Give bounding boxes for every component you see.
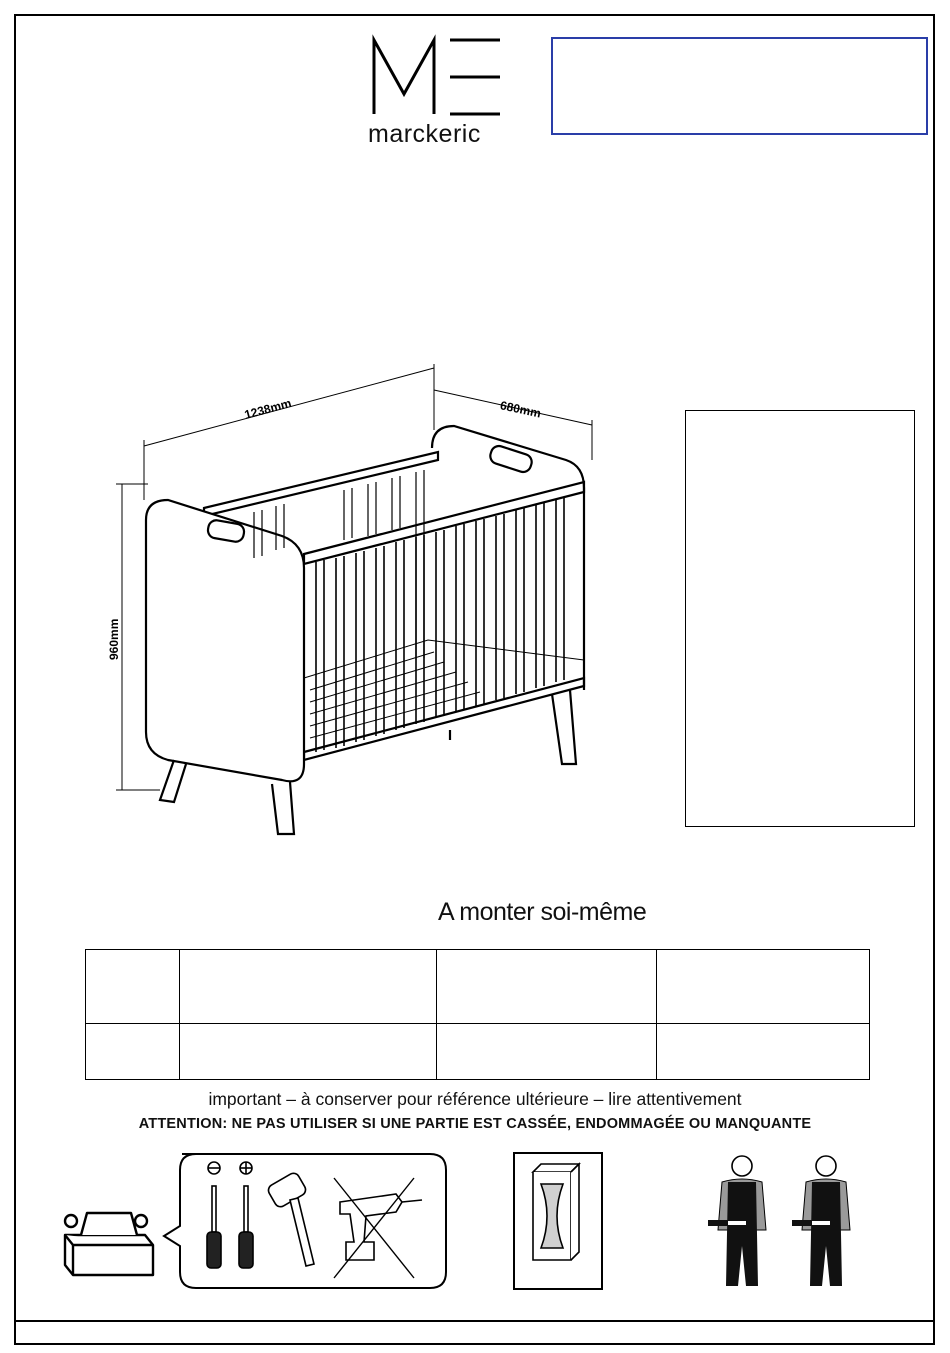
table-cell (657, 950, 870, 1024)
logo-e-mark (450, 40, 500, 114)
width-label: 1238mm (242, 395, 293, 422)
person-icon (708, 1156, 766, 1286)
package-icon (513, 1152, 603, 1290)
table-cell (180, 950, 437, 1024)
table-cell (437, 1024, 657, 1080)
logo-m-mark (374, 40, 434, 114)
table-cell (437, 950, 657, 1024)
person-icon (792, 1156, 850, 1286)
reference-box (551, 37, 928, 135)
table-cell (86, 1024, 180, 1080)
height-label: 960mm (107, 618, 121, 660)
toolbox-icon (55, 1195, 160, 1285)
important-note: important – à conserver pour référence ultérieure – lire attentivement (208, 1089, 742, 1109)
brand-name: marckeric (368, 120, 481, 148)
crib-drawing (104, 360, 624, 850)
table-row (86, 1024, 870, 1080)
side-box (685, 410, 915, 827)
depth-label: 680mm (498, 398, 543, 421)
attention-warning: ATTENTION: NE PAS UTILISER SI UNE PARTIE EST CASSÉE, ENDOMMAGÉE OU MANQUANTE (138, 1116, 812, 1132)
info-table (85, 949, 870, 1080)
footer-bar (14, 1320, 935, 1345)
assembly-title: A monter soi-même (438, 898, 647, 926)
two-person-assembly-icon (700, 1150, 870, 1290)
table-cell (86, 950, 180, 1024)
table-row (86, 950, 870, 1024)
required-tools-bubble (160, 1150, 450, 1292)
table-cell (657, 1024, 870, 1080)
table-cell (180, 1024, 437, 1080)
